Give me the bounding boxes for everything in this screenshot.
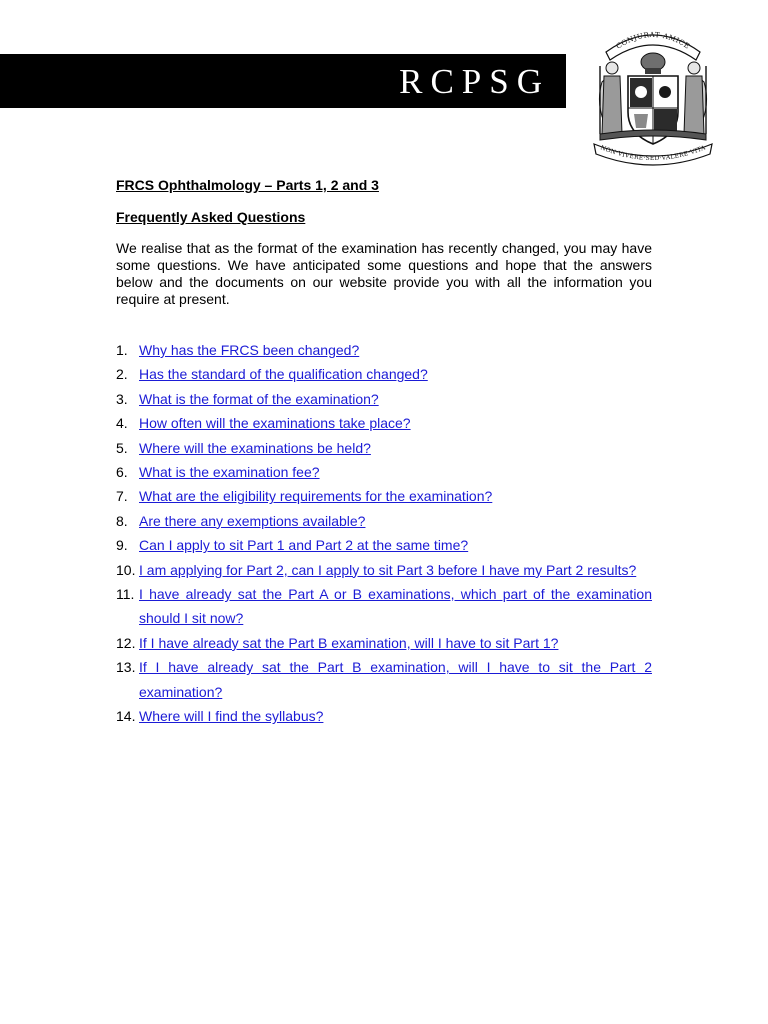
faq-item (116, 631, 652, 655)
faq-question-link[interactable]: I have already sat the Part A or B examinations, which part of the examination should I sit now? (139, 586, 652, 627)
faq-question-link[interactable]: Can I apply to sit Part 1 and Part 2 at the same time? (139, 537, 469, 554)
faq-item-number: 10. (116, 561, 136, 578)
faq-item (116, 582, 652, 631)
svg-text:CONJURAT·AMICE: CONJURAT·AMICE (614, 30, 692, 51)
faq-question-link[interactable]: If I have already sat the Part B examination, will I have to sit the Part 2 examination? (139, 659, 652, 700)
faq-item (116, 484, 652, 508)
faq-question-link[interactable]: I am applying for Part 2, can I apply to sit Part 3 before I have my Part 2 results? (139, 561, 637, 578)
faq-item (116, 533, 652, 557)
faq-question-link[interactable]: What is the examination fee? (139, 464, 320, 481)
faq-question-link[interactable]: Where will the examinations be held? (139, 439, 371, 456)
faq-question-link[interactable]: Are there any exemptions available? (139, 512, 366, 529)
brand-wordmark: RCPSG (399, 62, 550, 101)
faq-question-link[interactable]: If I have already sat the Part B examination, will I have to sit Part 1? (139, 634, 559, 651)
faq-question-link[interactable]: What are the eligibility requirements for the examination? (139, 488, 493, 505)
faq-item-number: 14. (116, 708, 136, 725)
faq-item-number: 2. (116, 366, 128, 383)
faq-question-link[interactable]: How often will the examinations take place? (139, 415, 411, 432)
faq-question-link[interactable]: What is the format of the examination? (139, 390, 379, 407)
faq-item-number: 12. (116, 634, 136, 651)
faq-item-number: 4. (116, 415, 128, 432)
faq-item (116, 460, 652, 484)
faq-item (116, 362, 652, 386)
faq-item-number: 13. (116, 659, 136, 676)
faq-item (116, 436, 652, 460)
faq-item (116, 411, 652, 435)
faq-question-link[interactable]: Why has the FRCS been changed? (139, 342, 360, 358)
faq-item (116, 558, 652, 582)
faq-question-link[interactable]: Has the standard of the qualification changed? (139, 366, 428, 383)
document-title: FRCS Ophthalmology – Parts 1, 2 and 3 (116, 177, 379, 193)
faq-item-number: 7. (116, 488, 128, 505)
intro-paragraph: We realise that as the format of the examination has recently changed, you may have some questions. We have anticipated some questions and hope that the answers below and the documents on our website provide you with all the information you require at present. (116, 240, 652, 307)
faq-item-number: 8. (116, 512, 128, 529)
faq-list (116, 338, 652, 729)
header-bar (0, 54, 566, 108)
college-crest-logo (592, 22, 714, 166)
faq-item (116, 509, 652, 533)
faq-item (116, 338, 652, 362)
faq-item-number: 1. (116, 342, 128, 358)
faq-item-number: 6. (116, 464, 128, 481)
svg-text:NON·VIVERE·SED·VALERE·VITA: NON·VIVERE·SED·VALERE·VITA (599, 144, 707, 163)
faq-item-number: 3. (116, 390, 128, 407)
faq-question-link[interactable]: Where will I find the syllabus? (139, 708, 324, 725)
faq-item-number: 9. (116, 537, 128, 554)
faq-item-number: 5. (116, 439, 128, 456)
faq-item (116, 655, 652, 704)
faq-heading: Frequently Asked Questions (116, 209, 306, 225)
faq-item-number: 11. (116, 586, 135, 603)
faq-item (116, 387, 652, 411)
faq-item (116, 704, 652, 728)
